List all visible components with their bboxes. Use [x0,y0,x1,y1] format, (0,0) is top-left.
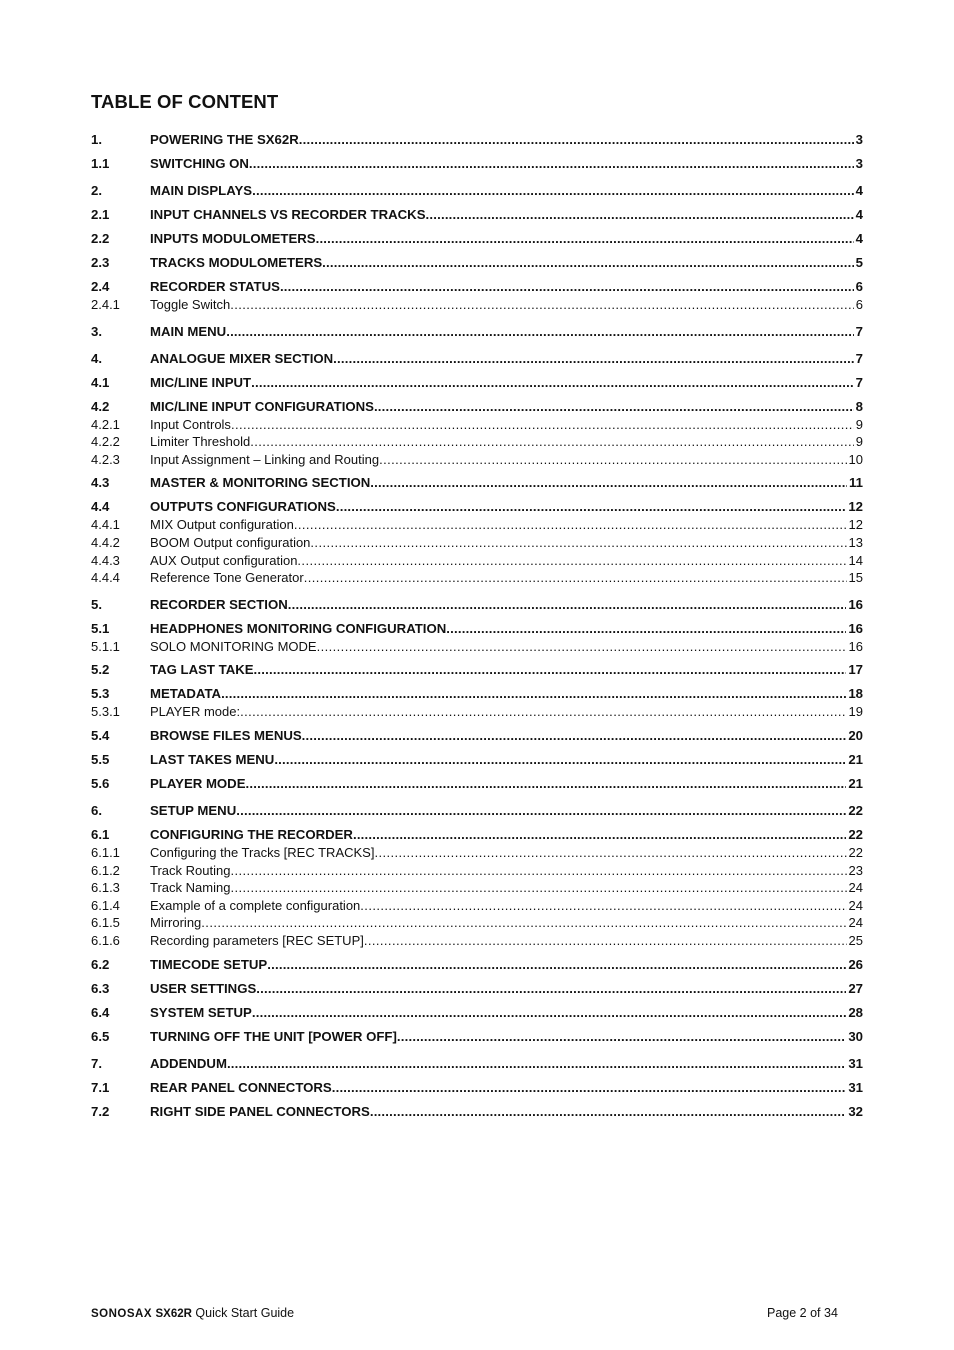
toc-entry-title: INPUT CHANNELS VS RECORDER TRACKS [150,207,426,222]
toc-dot-leader [221,685,846,703]
toc-entry-number: 4.1 [91,374,110,390]
toc-entry[interactable] [91,230,863,248]
toc-entry-page: 22 [848,844,863,860]
toc-entry-title: PLAYER MODE [150,775,246,791]
toc-dot-leader [336,498,846,516]
toc-entry-page: 16 [848,596,863,612]
toc-entry[interactable] [91,1004,863,1022]
toc-entry-page: 3 [855,156,863,171]
toc-entry-title: BOOM Output configuration [150,534,311,550]
toc-entry-page: 11 [849,475,863,491]
toc-entry-page: 27 [848,980,863,996]
toc-entry-page: 22 [848,826,863,842]
toc-dot-leader [227,1055,846,1073]
toc-entry-page: 4 [855,207,863,222]
toc-entry-title: Recording parameters [REC SETUP] [150,932,364,948]
toc-entry-number: 5.4 [91,727,110,743]
toc-dot-leader [230,296,854,314]
toc-entry-title: POWERING THE SX62R [150,132,299,147]
toc-dot-leader [267,956,846,974]
toc-entry-title: TIMECODE SETUP [150,956,268,972]
table-of-contents [91,131,863,1121]
toc-entry-number: 4.4.2 [91,534,120,550]
toc-entry-title: Input Assignment – Linking and Routing [150,451,380,467]
toc-entry-number: 2.3 [91,255,110,270]
toc-dot-leader [288,596,847,614]
footer-model: SX62R [155,1308,192,1320]
toc-entry-title: METADATA [150,686,222,702]
toc-entry-number: 5.6 [91,775,110,791]
toc-entry-page: 8 [855,398,863,414]
toc-dot-leader [252,1004,846,1022]
toc-dot-leader [446,620,846,638]
toc-entry-page: 7 [855,374,863,390]
toc-dot-leader [230,879,846,897]
toc-dot-leader [201,914,846,932]
toc-entry-number: 5. [91,596,102,612]
toc-entry-title: Track Naming [150,880,231,896]
toc-entry-title: SWITCHING ON [150,156,249,171]
toc-entry-page: 32 [848,1103,863,1119]
toc-entry-page: 9 [855,434,863,450]
toc-dot-leader [317,638,847,656]
toc-entry[interactable] [91,914,863,932]
toc-entry-title: Toggle Switch [150,297,231,312]
toc-entry-page: 26 [848,956,863,972]
toc-dot-leader [374,398,854,416]
toc-dot-leader [322,254,853,272]
toc-entry-number: 3. [91,323,102,339]
toc-dot-leader [256,980,846,998]
toc-entry[interactable] [91,433,863,451]
footer-brand: SONOSAX [91,1308,153,1320]
toc-entry-title: Example of a complete configuration [150,897,361,913]
toc-entry[interactable] [91,1103,863,1121]
toc-entry-page: 12 [848,499,863,515]
toc-entry-number: 4.2.3 [91,451,120,467]
toc-entry-number: 6.1.1 [91,844,120,860]
toc-entry-page: 18 [848,686,863,702]
toc-dot-leader [280,278,854,296]
toc-entry-number: 6.1.2 [91,862,120,878]
toc-entry-title: CONFIGURING THE RECORDER [150,826,353,842]
toc-entry[interactable] [91,802,863,820]
toc-entry-page: 7 [855,350,863,366]
toc-entry-title: MAIN MENU [150,323,227,339]
toc-entry-title: ANALOGUE MIXER SECTION [150,350,334,366]
toc-dot-leader [230,862,846,880]
toc-entry-page: 20 [848,727,863,743]
toc-dot-leader [364,932,847,950]
toc-entry-number: 4.2.1 [91,416,120,432]
toc-entry-number: 6.1 [91,826,110,842]
toc-entry-number: 5.5 [91,751,110,767]
footer-document-name [91,1306,294,1320]
toc-entry[interactable] [91,206,863,224]
toc-entry[interactable] [91,1055,863,1073]
toc-entry-page: 21 [848,775,863,791]
footer-doc-title: Quick Start Guide [195,1306,295,1320]
toc-entry-page: 31 [848,1055,863,1071]
toc-entry-page: 24 [848,915,863,931]
toc-entry-number: 6.3 [91,980,110,996]
toc-entry[interactable] [91,775,863,793]
toc-entry-title: RIGHT SIDE PANEL CONNECTORS [150,1103,370,1119]
toc-entry-number: 4. [91,350,102,366]
toc-entry-page: 5 [855,255,863,270]
toc-entry-title: SOLO MONITORING MODE [150,638,317,654]
toc-entry-number: 7.1 [91,1079,110,1095]
toc-entry-page: 25 [848,932,863,948]
toc-entry[interactable] [91,374,863,392]
toc-entry-page: 3 [855,132,863,147]
toc-entry-number: 4.4 [91,499,110,515]
toc-entry-number: 4.2 [91,398,110,414]
toc-entry-page: 31 [848,1079,863,1095]
toc-entry-number: 4.2.2 [91,434,120,450]
toc-entry[interactable] [91,826,863,844]
toc-entry[interactable] [91,474,863,492]
toc-entry-title: SYSTEM SETUP [150,1004,252,1020]
toc-entry-title: LAST TAKES MENU [150,751,275,767]
toc-entry-page: 28 [848,1004,863,1020]
toc-dot-leader [374,844,846,862]
toc-entry-page: 19 [848,704,863,720]
toc-entry[interactable] [91,416,863,434]
toc-entry-title: REAR PANEL CONNECTORS [150,1079,332,1095]
toc-entry-page: 9 [855,416,863,432]
toc-entry[interactable] [91,596,863,614]
toc-entry-number: 7.2 [91,1103,110,1119]
toc-entry[interactable] [91,131,863,149]
toc-entry[interactable] [91,1079,863,1097]
toc-dot-leader [333,350,853,368]
toc-entry-title: TURNING OFF THE UNIT [POWER OFF] [150,1028,397,1044]
toc-entry[interactable] [91,751,863,769]
toc-entry-title: TAG LAST TAKE [150,662,254,678]
toc-entry-page: 16 [848,638,863,654]
toc-entry-page: 6 [855,279,863,294]
toc-dot-leader [226,323,853,341]
toc-entry-number: 1.1 [91,156,110,171]
toc-entry-title: INPUTS MODULOMETERS [150,231,316,246]
toc-entry-title: Configuring the Tracks [REC TRACKS] [150,844,375,860]
toc-entry-title: Input Controls [150,416,231,432]
toc-dot-leader [426,206,854,224]
toc-entry-title: RECORDER SECTION [150,596,288,612]
toc-entry[interactable] [91,956,863,974]
toc-entry-number: 2.4 [91,279,110,294]
toc-entry[interactable] [91,727,863,745]
toc-entry-title: RECORDER STATUS [150,279,280,294]
toc-entry-number: 6.2 [91,956,110,972]
toc-dot-leader [297,552,846,570]
toc-entry-page: 24 [848,897,863,913]
toc-entry-number: 5.3 [91,686,110,702]
toc-entry[interactable] [91,844,863,862]
toc-entry-page: 23 [848,862,863,878]
toc-dot-leader [360,897,846,915]
toc-entry-number: 4.4.4 [91,570,120,586]
toc-dot-leader [249,155,854,173]
toc-entry-page: 13 [848,534,863,550]
toc-dot-leader [240,703,846,721]
toc-entry[interactable] [91,980,863,998]
toc-entry[interactable] [91,569,863,587]
toc-entry-number: 4.4.3 [91,552,120,568]
toc-entry[interactable] [91,685,863,703]
toc-dot-leader [316,230,854,248]
toc-dot-leader [379,451,846,469]
toc-entry-title: MIX Output configuration [150,517,294,533]
toc-entry[interactable] [91,516,863,534]
toc-entry-title: HEADPHONES MONITORING CONFIGURATION [150,620,447,636]
toc-entry-number: 2.2 [91,231,110,246]
toc-entry-number: 6.1.4 [91,897,120,913]
toc-dot-leader [274,751,846,769]
toc-entry-number: 2. [91,183,102,198]
toc-entry[interactable] [91,897,863,915]
toc-entry-page: 10 [848,451,863,467]
toc-entry[interactable] [91,182,863,200]
toc-entry[interactable] [91,398,863,416]
toc-dot-leader [370,1103,847,1121]
toc-entry[interactable] [91,155,863,173]
toc-entry[interactable] [91,278,863,296]
toc-dot-leader [252,182,854,200]
toc-entry-number: 6.1.6 [91,932,120,948]
toc-dot-leader [236,802,846,820]
toc-entry[interactable] [91,498,863,516]
toc-entry[interactable] [91,879,863,897]
toc-dot-leader [310,534,846,552]
toc-dot-leader [250,433,854,451]
toc-entry-title: OUTPUTS CONFIGURATIONS [150,499,336,515]
toc-entry-page: 22 [848,802,863,818]
toc-entry-title: MAIN DISPLAYS [150,183,253,198]
toc-entry-number: 6.1.3 [91,880,120,896]
toc-entry-title: Track Routing [150,862,231,878]
toc-dot-leader [332,1079,847,1097]
toc-dot-leader [251,374,854,392]
toc-entry[interactable] [91,638,863,656]
toc-dot-leader [370,474,847,492]
toc-entry[interactable] [91,552,863,570]
toc-entry-number: 5.1.1 [91,638,120,654]
toc-entry[interactable] [91,451,863,469]
toc-entry-title: MASTER & MONITORING SECTION [150,475,371,491]
toc-dot-leader [254,661,847,679]
toc-entry[interactable] [91,1028,863,1046]
toc-dot-leader [397,1028,846,1046]
toc-dot-leader [304,569,847,587]
toc-entry-title: SETUP MENU [150,802,237,818]
toc-entry-page: 6 [855,297,863,312]
toc-entry-title: BROWSE FILES MENUS [150,727,302,743]
toc-entry[interactable] [91,350,863,368]
toc-entry-number: 5.3.1 [91,704,120,720]
toc-entry-title: PLAYER mode: [150,704,241,720]
toc-entry-page: 30 [848,1028,863,1044]
toc-entry-page: 21 [848,751,863,767]
toc-entry-number: 4.3 [91,475,110,491]
toc-entry[interactable] [91,254,863,272]
toc-entry-title: AUX Output configuration [150,552,298,568]
toc-entry-page: 12 [848,517,863,533]
toc-entry-page: 24 [848,880,863,896]
toc-entry-page: 16 [848,620,863,636]
toc-dot-leader [294,516,847,534]
toc-entry-number: 1. [91,132,102,147]
toc-entry-number: 4.4.1 [91,517,120,533]
toc-entry-number: 7. [91,1055,102,1071]
toc-entry-page: 17 [848,662,863,678]
toc-entry-page: 4 [855,183,863,198]
toc-entry[interactable] [91,661,863,679]
toc-entry-number: 6.1.5 [91,915,120,931]
toc-entry-page: 4 [855,231,863,246]
toc-entry[interactable] [91,862,863,880]
toc-dot-leader [302,727,847,745]
toc-entry-page: 15 [848,570,863,586]
toc-dot-leader [231,416,854,434]
footer-page-number: Page 2 of 34 [767,1306,838,1320]
toc-entry[interactable] [91,932,863,950]
toc-entry-number: 6.5 [91,1028,110,1044]
page-title: TABLE OF CONTENT [91,91,279,112]
toc-entry-page: 7 [855,323,863,339]
toc-entry-number: 5.2 [91,662,110,678]
toc-entry-title: ADDENDUM [150,1055,227,1071]
toc-entry[interactable] [91,620,863,638]
toc-entry-title: Reference Tone Generator [150,570,304,586]
toc-entry[interactable] [91,296,863,314]
toc-entry-title: USER SETTINGS [150,980,257,996]
toc-entry-number: 6. [91,802,102,818]
toc-entry-title: TRACKS MODULOMETERS [150,255,323,270]
toc-entry-title: Mirroring [150,915,202,931]
toc-entry[interactable] [91,703,863,721]
toc-entry-number: 6.4 [91,1004,110,1020]
toc-entry[interactable] [91,323,863,341]
toc-entry-title: Limiter Threshold [150,434,251,450]
toc-dot-leader [353,826,846,844]
toc-entry-number: 2.1 [91,207,110,222]
toc-entry-page: 14 [848,552,863,568]
toc-entry-title: MIC/LINE INPUT [150,374,252,390]
toc-entry-title: MIC/LINE INPUT CONFIGURATIONS [150,398,374,414]
toc-dot-leader [299,131,854,149]
toc-entry-number: 2.4.1 [91,297,120,312]
toc-entry[interactable] [91,534,863,552]
toc-entry-number: 5.1 [91,620,110,636]
toc-dot-leader [246,775,847,793]
